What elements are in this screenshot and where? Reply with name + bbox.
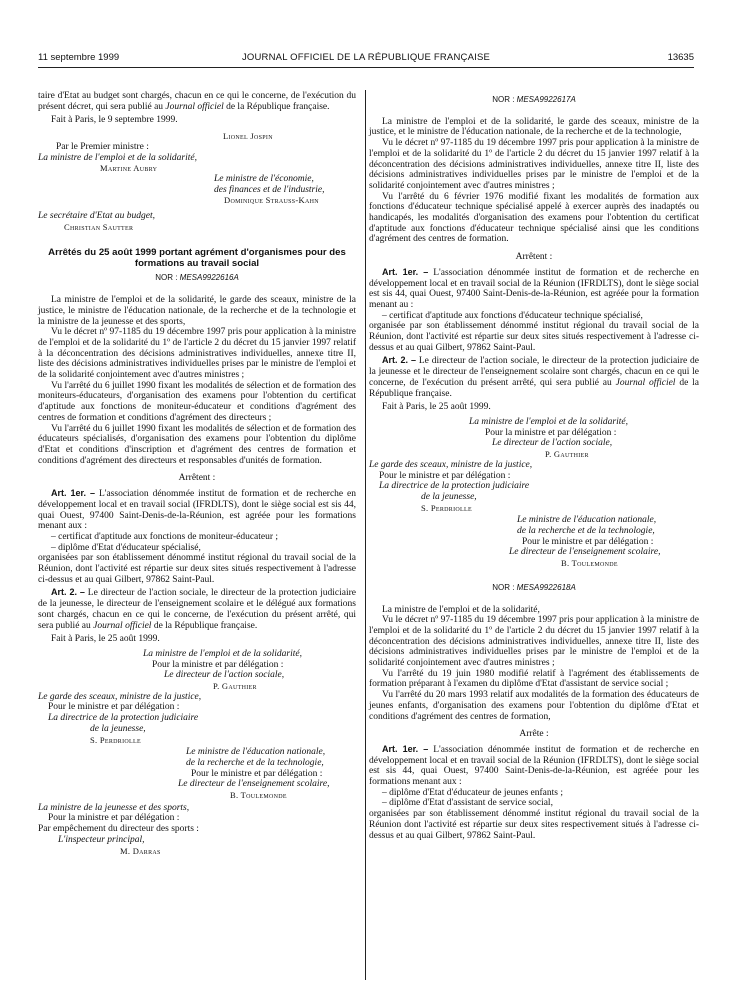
signatory-name: S. Perdriolle [421, 502, 472, 513]
decree-date: Fait à Paris, le 9 septembre 1999. [51, 115, 178, 126]
article-1: Art. 1er. – L'association dénommée institut de formation et de recherche en développement local et en travail social de la Réunion (IFRDLTS), dont le siège social est sis 44, quai Ouest, 97400 Saint-Denis-de-la-Réunion, est agréée pour la formation menant au : [369, 266, 699, 310]
list-item: – diplôme d'Etat d'éducateur spécialisé, [51, 542, 201, 553]
header-date: 11 septembre 1999 [38, 52, 120, 63]
sig-line: Par empêchement du directeur des sports : [38, 824, 199, 835]
visa-paragraph: Vu le décret nº 97-1185 du 19 décembre 1997 pris pour application à la ministre de l'emploi et de la solidarité du 1º de l'article 2 du décret du 15 janvier 1997 relatif à la déconcentration des décisions administratives individuelles, annexe titre II, liste des décisions administratives individuelles prises par le ministre de l'emploi et de la solidarité conjointement avec d'autres ministres ; [369, 615, 699, 669]
sig-line: Le directeur de l'enseignement scolaire, [509, 547, 661, 558]
article-2: Art. 2. – Le directeur de l'action sociale, le directeur de la protection judiciaire de la jeunesse, le directeur de l'enseignement scolaire et le délégué aux formations sont chargés, chacun en ce qui le concerne, de l'exécution du présent arrêté, qui sera publié au Journal officiel de la République française. [38, 587, 357, 631]
signatory-name: B. Toulemonde [230, 790, 287, 801]
decree-closing: taire d'Etat au budget sont chargés, chacun en ce qui le concerne, de l'exécution du présent décret, qui sera publié au Journal officiel de la République française. [38, 91, 356, 112]
nor-reference: NOR : MESA9922617A [492, 95, 576, 104]
header-journal-title: JOURNAL OFFICIEL DE LA RÉPUBLIQUE FRANÇAISE [241, 52, 491, 63]
sig-line: des finances et de l'industrie, [214, 184, 325, 195]
sig-line: de la jeunesse, [90, 723, 146, 734]
visa-paragraph: La ministre de l'emploi et de la solidarité, le garde des sceaux, ministre de la justice, le ministre de l'éducation nationale, de la recherche et de la technologie et la ministre de la jeunesse et des sports, [38, 295, 356, 327]
sig-line: Le secrétaire d'Etat au budget, [38, 211, 155, 222]
sig-line: de la jeunesse, [421, 491, 477, 502]
sig-line: Le directeur de l'action sociale, [164, 670, 285, 681]
visa-paragraph: Vu l'arrêté du 19 juin 1980 modifié relatif à l'agrément des établissements de formation préparant à l'examen du diplôme d'Etat d'assistant de service social ; [369, 668, 699, 690]
signatory-pm: Lionel Jospin [223, 131, 273, 142]
sig-line: Pour le ministre et par délégation : [379, 470, 511, 481]
signatory-name: Christian Sautter [64, 221, 134, 232]
column-divider [365, 90, 366, 980]
visa-paragraph: La ministre de l'emploi et de la solidarité, [382, 604, 540, 615]
page-header [38, 52, 694, 66]
arrete-date: Fait à Paris, le 25 août 1999. [51, 634, 160, 645]
article-2: Art. 2. – Le directeur de l'action sociale, le directeur de la protection judiciaire de la jeunesse et le directeur de l'enseignement scolaire sont chargés, chacun en ce qui le concerne, de l'exécution du présent arrêté, qui sera publié au Journal officiel de la République française. [369, 355, 700, 399]
visa-paragraph: La ministre de l'emploi et de la solidarité, le garde des sceaux, ministre de la justice, et le ministre de l'éducation nationale, de la recherche et de la technologie, [369, 116, 699, 138]
nor-reference: NOR : MESA9922616A [155, 273, 239, 283]
article-1-end: organisées par son établissement dénommé institut régional du travail social de la Réunion dont l'activité est répartie sur deux sites respectivement situés à l'adresse ci-dessus et au quai Gilbert, 97862 Saint-Paul. [369, 809, 699, 841]
left-column [38, 91, 356, 856]
arrete-heading: Arrête : [519, 729, 549, 740]
sig-line: La ministre de la jeunesse et des sports, [38, 802, 190, 813]
sig-line: Pour le ministre et par délégation : [48, 702, 180, 713]
sig-line: de la recherche et de la technologie, [186, 757, 324, 768]
sig-line: Le ministre de l'économie, [214, 173, 314, 184]
sig-line: Le ministre de l'éducation nationale, [517, 515, 657, 526]
signatory-name: Dominique Strauss-Kahn [224, 195, 319, 206]
sig-line: Par le Premier ministre : [56, 141, 149, 152]
section-title: Arrêtés du 25 août 1999 portant agrément d'organismes pour des formations au travail social [48, 247, 346, 269]
article-1-end: organisée par son établissement dénommé institut régional du travail social de la Réunion, dont l'activité est répartie sur deux sites situés respectivement à l'adresse ci-dessus et au quai Gilbert, 97862 Saint-Paul. [369, 321, 699, 353]
sig-line: La directrice de la protection judiciaire [48, 713, 199, 724]
sig-line: La ministre de l'emploi et de la solidarité, [38, 152, 197, 163]
sig-line: Le garde des sceaux, ministre de la justice, [38, 691, 202, 702]
article-1-end: organisées par son établissement dénommé institut régional du travail social de la Réunion, dont l'activité est répartie sur deux sites situés respectivement à l'adresse ci-dessus et au quai Gilbert, 97862 Saint-Paul. [38, 553, 356, 585]
nor-reference: NOR : MESA9922618A [492, 582, 576, 592]
sig-line: Le ministre de l'éducation nationale, [186, 747, 326, 758]
header-page-number: 13635 [667, 52, 694, 63]
sig-line: Pour la ministre et par délégation : [485, 427, 617, 438]
signatory-name: S. Perdriolle [90, 734, 141, 745]
sig-line: Pour le ministre et par délégation : [191, 768, 323, 779]
sig-line: Pour la ministre et par délégation : [152, 659, 284, 670]
sig-line: La ministre de l'emploi et de la solidarité, [143, 648, 302, 659]
visa-paragraph: Vu le décret nº 97-1185 du 19 décembre 1997 pris pour application à la ministre de l'emploi et de la solidarité du 1º de l'article 2 du décret du 15 janvier 1997 relatif à la déconcentration des décisions administratives individuelles, annexe titre II, liste des décisions administratives individuelles prises par le ministre de l'emploi et de la solidarité conjointement avec d'autres ministres ; [38, 327, 356, 381]
list-item: – diplôme d'Etat d'éducateur de jeunes enfants ; [382, 787, 563, 798]
sig-line: Le directeur de l'action sociale, [492, 438, 613, 449]
arretent-heading: Arrêtent : [515, 252, 553, 263]
sig-line: La ministre de l'emploi et de la solidarité, [469, 416, 628, 427]
visa-paragraph: Vu l'arrêté du 6 février 1976 modifié fixant les modalités de formation aux fonctions d'éducateur technique spécialisé appelé à exercer auprès des inadaptés ou handicapés, les modalités d'organisation des examens pour l'obtention du certificat d'aptitude aux fonctions d'éducateur technique spécialisé ainsi que les conditions d'agrément des centres de formation. [369, 191, 699, 245]
list-item: – diplôme d'Etat d'assistant de service social, [382, 798, 553, 809]
visa-paragraph: Vu l'arrêté du 20 mars 1993 relatif aux modalités de la formation des éducateurs de jeunes enfants, d'organisation des examens pour l'obtention du diplôme d'Etat et conditions d'agrément des centres de formation, [369, 690, 699, 722]
visa-paragraph: Vu l'arrêté du 6 juillet 1990 fixant les modalités de sélection et de formation des moniteurs-éducateurs, d'organisation des examens pour l'obtention du certificat d'aptitude aux fonctions de moniteur-éducateur et conditions d'agrément des centres de formation et conditions d'agrément des directeurs ; [38, 380, 356, 423]
sig-line: L'inspecteur principal, [58, 834, 145, 845]
header-rule [38, 67, 694, 68]
list-item: – certificat d'aptitude aux fonctions de moniteur-éducateur ; [51, 531, 279, 542]
visa-paragraph: Vu le décret nº 97-1185 du 19 décembre 1997 pris pour application à la ministre de l'emploi et de la solidarité du 1º de l'article 2 du décret du 15 janvier 1997 relatif à la déconcentration des décisions administratives individuelles, annexe titre II, liste des décisions administratives individuelles prises par le ministre de l'emploi et de la solidarité conjointement avec d'autres ministres ; [369, 138, 699, 191]
sig-line: Pour le ministre et par délégation : [522, 536, 654, 547]
sig-line: Le directeur de l'enseignement scolaire, [178, 779, 330, 790]
sig-line: Le garde des sceaux, ministre de la justice, [369, 459, 533, 470]
sig-line: La directrice de la protection judiciaire [379, 481, 530, 492]
right-column [369, 91, 699, 841]
arretent-heading: Arrêtent : [178, 473, 216, 484]
sig-line: Pour la ministre et par délégation : [48, 813, 180, 824]
signatory-name: M. Darras [120, 845, 161, 856]
article-1: Art. 1er. – L'association dénommée institut de formation et de recherche en développement local et en travail social de la Réunion (IFRDLTS), dont le siège social est sis 44, quai Ouest, 97400 Saint-Denis-de-la-Réunion, est agréée pour les formations menant aux : [369, 743, 699, 788]
signatory-name: P. Gauthier [213, 681, 257, 692]
sig-line: de la recherche et de la technologie, [517, 526, 655, 537]
list-item: – certificat d'aptitude aux fonctions d'éducateur technique spécialisé, [382, 310, 643, 321]
article-1: Art. 1er. – L'association dénommée institut de formation et de recherche en développement local et en travail social (IFRDLTS), dont le siège social est sis 44, quai Ouest, 97400 Saint-Denis-de-la-Réunion, est agréée pour les formations menant aux : [38, 488, 356, 532]
arrete-date: Fait à Paris, le 25 août 1999. [382, 402, 491, 413]
visa-paragraph: Vu l'arrêté du 6 juillet 1990 fixant les modalités de sélection et de formation des éducateurs spécialisés, d'organisation des examens pour l'obtention du diplôme d'Etat et conditions d'inscription et d'agrément des centres de formation et conditions d'agrément des directeurs et responsables d'unités de formation. [38, 423, 356, 466]
signatory-name: P. Gauthier [545, 449, 589, 460]
signatory-name: B. Toulemonde [561, 558, 618, 569]
signatory-name: Martine Aubry [100, 163, 158, 174]
